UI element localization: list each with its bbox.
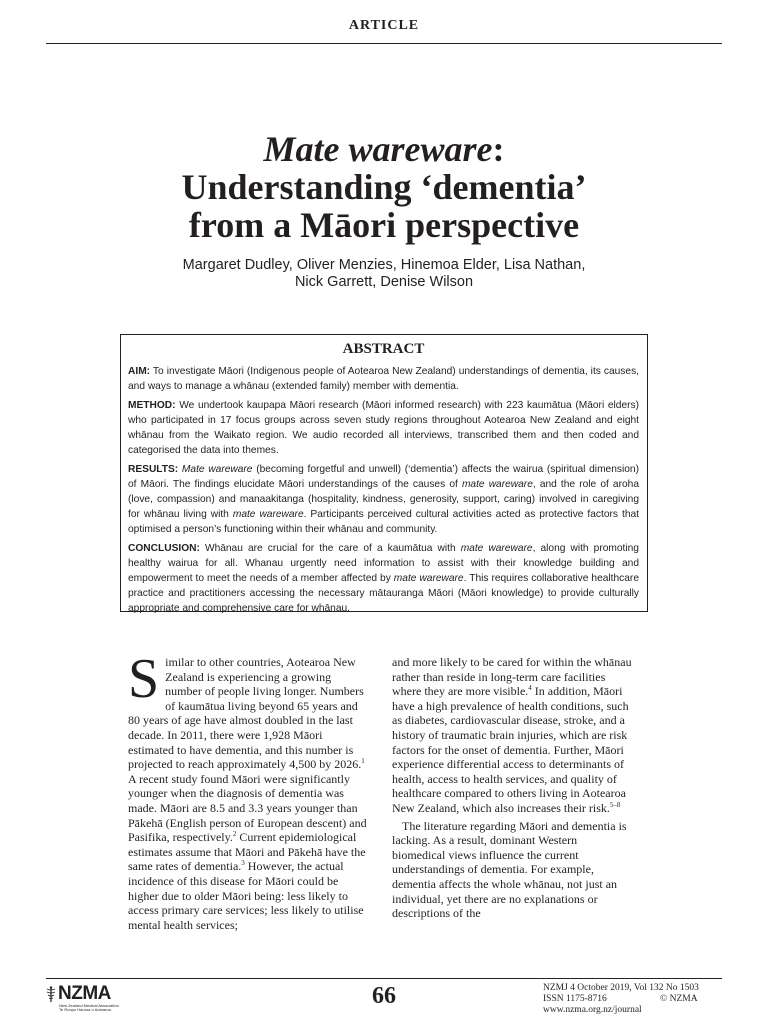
journal-citation: NZMJ 4 October 2019, Vol 132 No 1503 — [543, 983, 699, 993]
intro-paragraph — [128, 648, 368, 932]
body-column-right — [392, 655, 632, 921]
right-text-1: and more likely to be cared for within the whānau rather than reside in long-term care facilities where they are more visible. — [392, 655, 632, 699]
conclusion-term-1: mate wareware — [460, 543, 533, 554]
issn: ISSN 1175-8716 — [543, 994, 607, 1004]
body-column-left — [128, 648, 368, 932]
method-label: METHOD: — [128, 400, 176, 411]
authors-line-2: Nick Garrett, Denise Wilson — [294, 274, 474, 290]
continued-paragraph — [392, 655, 632, 816]
results-term: Mate wareware — [181, 464, 253, 475]
left-text-4: However, the actual incidence of this disease for Māori could be higher due to older Māori being: less likely to access primary care services; less likely to utilise mental health services; — [128, 859, 364, 932]
caduceus-icon — [44, 986, 58, 1002]
results-text-3: . Participants perceived cultural activities acted as protective factors that optimised a person’s functioning within their whānau and community. — [128, 509, 639, 535]
conclusion-term-2: mate wareware — [393, 573, 464, 584]
left-text-2: A recent study found Māori were significantly younger when the diagnosis of dementia was made. Māori are 8.5 and 3.3 years younger than Pākehā (English person of European descent) and Pasifika, respectively. — [128, 771, 367, 845]
logo-subtitle-mi: Te Roopu Hauora o Aotearoa — [59, 1007, 111, 1012]
conclusion-label: CONCLUSION: — [128, 543, 200, 554]
journal-url[interactable]: www.nzma.org.nz/journal — [543, 1005, 642, 1015]
journal-info — [543, 983, 723, 1016]
aim-text: To investigate Māori (Indigenous people of Aotearoa New Zealand) understandings of dementia, its causes, and ways to manage a whānau (extended family) member with dementia. — [128, 366, 639, 392]
literature-paragraph: The literature regarding Māori and dementia is lacking. As a result, dominant Western biomedical views influence the current understandings of dementia. For example, dementia affects the whole whānau, not just an individual, yet there are no explanations or descriptions of the — [392, 818, 627, 921]
drop-cap: S — [128, 648, 160, 710]
reference-1[interactable]: 1 — [361, 757, 365, 766]
page-number: 66 — [372, 983, 396, 1009]
results-text-1: (becoming forgetful and unwell) (‘dementia’) affects the wairua (spiritual dimension) of Māori. The findings elucidate Māori understandings of the causes of — [128, 464, 639, 490]
reference-5-8[interactable]: 5–8 — [609, 800, 621, 809]
reference-3[interactable]: 3 — [241, 859, 245, 868]
title-colon: : — [492, 129, 505, 169]
title-italic-term: Mate wareware — [263, 129, 493, 169]
conclusion-text-2: , along with promoting healthy wairua for all. Whanau urgently need information to assist with their knowledge building and empowerment to meet the needs of a member affected by — [128, 543, 639, 584]
nzma-logo — [44, 984, 122, 1014]
title-line-3: from a Māori perspective — [188, 205, 580, 245]
left-text-1: imilar to other countries, Aotearoa New Zealand is experiencing a growing number of people living longer. Numbers of kaumātua living beyond 65 years and 80 years of age have almost doubled in the last decade. In 2011, there were 1,928 Māori estimated to have dementia, and this number is projected to reach approximately 4,500 by 2026. — [128, 655, 364, 772]
author-list — [60, 257, 708, 291]
reference-2[interactable]: 2 — [232, 830, 237, 839]
bottom-rule — [46, 978, 722, 979]
abstract-results — [128, 462, 639, 537]
article-title — [60, 130, 708, 244]
right-text-2: In addition, Māori have a high prevalence of health conditions, such as diabetes, cardiovascular disease, stroke, and a history of traumatic brain injuries, which are risk factors for the onset of dementia. Further, Māori experience differential access to determinants of health, access to health services, and quality of healthcare compared to others living in Aotearoa New Zealand, which also increases their risk. — [392, 684, 629, 815]
abstract-heading: ABSTRACT — [342, 341, 425, 357]
results-label: RESULTS: — [128, 464, 179, 475]
logo-wordmark: NZMA — [58, 983, 111, 1004]
abstract-box — [120, 334, 648, 612]
section-label: ARTICLE — [348, 18, 420, 33]
conclusion-text-3: . This requires collaborative healthcare practice and practitioners accessing the necessary mātauranga Māori (Māori knowledge) to provide culturally appropriate and comprehensive care for whānau. — [128, 573, 639, 614]
results-term-2: mate wareware — [461, 479, 533, 490]
authors-line-1: Margaret Dudley, Oliver Menzies, Hinemoa Elder, Lisa Nathan, — [182, 257, 586, 273]
title-line-2: Understanding ‘dementia’ — [181, 167, 587, 207]
results-text-2: , and the role of aroha (love, compassion) and manaakitanga (hospitality, kindness, generosity, support, caring) involved in caregiving for whānau living with — [128, 479, 639, 520]
logo-subtitle-en: New Zealand Medical Association — [59, 1003, 119, 1008]
issn-line — [543, 994, 723, 1005]
abstract-aim — [128, 364, 639, 394]
aim-label: AIM: — [128, 366, 151, 377]
copyright: © NZMA — [660, 994, 698, 1004]
conclusion-text-1: Whānau are crucial for the care of a kaumātua with — [199, 543, 461, 554]
abstract-method — [128, 398, 639, 458]
method-text: We undertook kaupapa Māori research (Māori informed research) with 223 kaumātua (Māori elders) who participated in 17 focus groups across seven study regions throughout Aotearoa New Zealand and eight whānau from the Waikato region. We audio recorded all interviews, transcribed them and then coded and categorised the data into themes. — [128, 400, 639, 456]
left-text-3: Current epidemiological estimates assume that Māori and Pākehā have the same rates of dementia. — [128, 830, 366, 874]
results-term-3: mate wareware — [232, 509, 304, 520]
abstract-conclusion — [128, 541, 639, 616]
reference-4[interactable]: 4 — [528, 684, 532, 693]
top-rule — [46, 43, 722, 44]
